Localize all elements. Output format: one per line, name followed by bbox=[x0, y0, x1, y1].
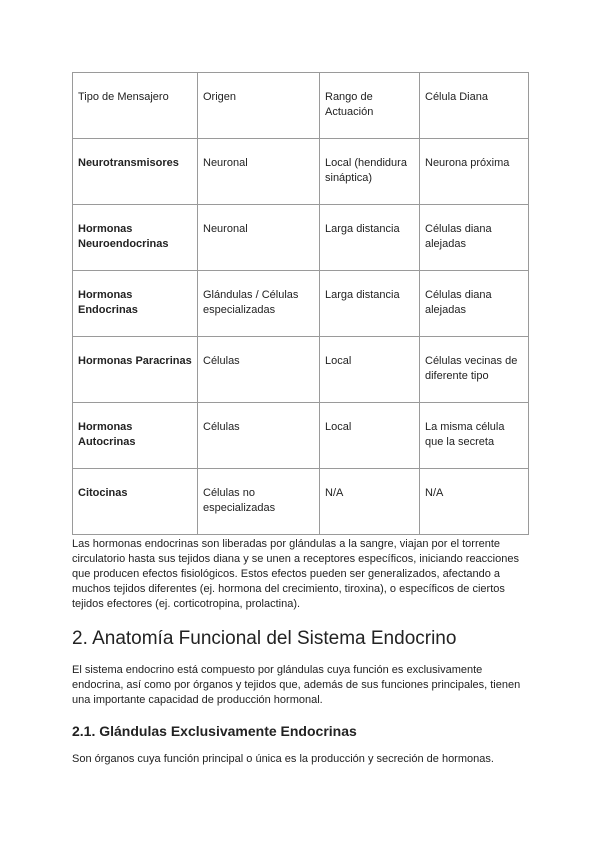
table-row bbox=[73, 271, 529, 337]
table-cell: N/A bbox=[320, 469, 420, 535]
table-row bbox=[73, 139, 529, 205]
paragraph-system-composition: El sistema endocrino está compuesto por glándulas cuya función es exclusivamente endocrina, así como por órganos y tejidos que, además de sus funciones principales, tienen una importante capacidad de producción hormonal. bbox=[72, 664, 521, 706]
table-cell: Larga distancia bbox=[320, 205, 420, 271]
paragraph-endocrine-hormones: Las hormonas endocrinas son liberadas por glándulas a la sangre, viajan por el torrente circulatorio hasta sus tejidos diana y se unen a receptores específicos, iniciando reacciones que producen efectos fisiológicos. Estos efectos pueden ser generalizados, afectando a muchos tejidos diferentes (ej. hormona del crecimiento, tiroxina), o específicos de ciertos tejidos efectores (ej. corticotropina, prolactina). bbox=[72, 538, 519, 610]
table-header-row bbox=[73, 73, 529, 139]
table-cell: La misma célula que la secreta bbox=[420, 403, 529, 469]
table-cell: Neurona próxima bbox=[420, 139, 529, 205]
table-row bbox=[73, 337, 529, 403]
table-row-label: Hormonas Paracrinas bbox=[73, 337, 198, 403]
table-row-label: Hormonas Autocrinas bbox=[73, 403, 198, 469]
table-cell: Células vecinas de diferente tipo bbox=[420, 337, 529, 403]
table-cell: N/A bbox=[420, 469, 529, 535]
table-cell: Neuronal bbox=[198, 139, 320, 205]
messenger-types-table bbox=[72, 72, 529, 535]
table-cell: Local bbox=[320, 403, 420, 469]
table-row-label: Citocinas bbox=[73, 469, 198, 535]
table-cell: Larga distancia bbox=[320, 271, 420, 337]
table-row-label: Hormonas Endocrinas bbox=[73, 271, 198, 337]
table-header-cell: Rango de Actuación bbox=[320, 73, 420, 139]
table-cell: Células bbox=[198, 337, 320, 403]
section-heading: 2. Anatomía Funcional del Sistema Endocrino bbox=[72, 628, 457, 649]
table-cell: Células diana alejadas bbox=[420, 271, 529, 337]
table-row bbox=[73, 469, 529, 535]
table-cell: Glándulas / Células especializadas bbox=[198, 271, 320, 337]
paragraph-exclusive-glands: Son órganos cuya función principal o única es la producción y secreción de hormonas. bbox=[72, 753, 494, 765]
table-cell: Células diana alejadas bbox=[420, 205, 529, 271]
table-header-cell: Célula Diana bbox=[420, 73, 529, 139]
table-cell: Local (hendidura sináptica) bbox=[320, 139, 420, 205]
table-cell: Células no especializadas bbox=[198, 469, 320, 535]
table-cell: Neuronal bbox=[198, 205, 320, 271]
table-row-label: Neurotransmisores bbox=[73, 139, 198, 205]
table-row bbox=[73, 205, 529, 271]
table-row-label: Hormonas Neuroendocrinas bbox=[73, 205, 198, 271]
table-header-cell: Origen bbox=[198, 73, 320, 139]
table-row bbox=[73, 403, 529, 469]
table-cell: Local bbox=[320, 337, 420, 403]
table-cell: Células bbox=[198, 403, 320, 469]
table-header-cell: Tipo de Mensajero bbox=[73, 73, 198, 139]
subsection-heading: 2.1. Glándulas Exclusivamente Endocrinas bbox=[72, 723, 357, 739]
